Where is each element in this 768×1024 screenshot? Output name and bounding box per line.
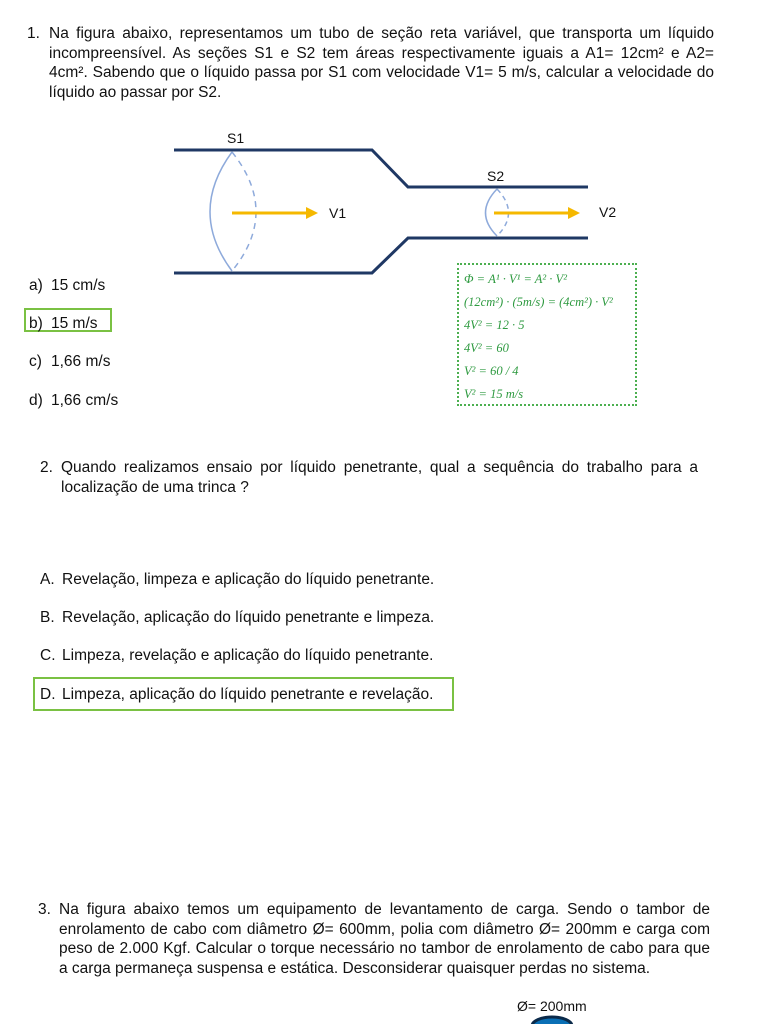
pulley-diameter-label: Ø= 200mm <box>517 998 587 1014</box>
calculation-box <box>457 263 637 406</box>
pulley-icon <box>528 1014 576 1024</box>
calc-line: Φ = A¹ · V¹ = A² · V² <box>464 272 567 286</box>
q1-option-c[interactable]: c) 1,66 m/s <box>29 353 111 370</box>
label-v2: V2 <box>599 204 617 220</box>
label-v1: V1 <box>329 205 347 221</box>
question-1-number: 1. <box>27 25 40 42</box>
label-s2: S2 <box>487 168 505 184</box>
question-2 <box>40 458 698 497</box>
q1-option-a[interactable]: a) 15 cm/s <box>29 277 106 294</box>
tube-diagram <box>0 0 768 420</box>
question-2-number: 2. <box>40 459 53 476</box>
question-3-text: Na figura abaixo temos um equipamento de levantamento de carga. Sendo o tambor de enrolamento de cabo com diâmetro Ø= 600mm, polia com diâmetro Ø= 200mm e carga com peso de 2.000 Kgf. Calcular o torque necessário no tambor de enrolamento de cabo para que a carga permaneça suspensa e estática. Desconsiderar quaisquer perdas no sistema. <box>59 901 710 977</box>
q2-option-a[interactable]: A. Revelação, limpeza e aplicação do líquido penetrante. <box>40 571 435 588</box>
q1-option-d[interactable]: d) 1,66 cm/s <box>29 392 119 409</box>
calc-line: 4V² = 12 · 5 <box>464 318 525 332</box>
label-s1: S1 <box>227 130 245 146</box>
arrow-v1-head <box>306 207 318 219</box>
section-s1-front <box>210 152 232 271</box>
calc-line: 4V² = 60 <box>464 341 509 355</box>
arrow-v2-head <box>568 207 580 219</box>
calc-line: (12cm²) · (5m/s) = (4cm²) · V² <box>464 295 613 309</box>
question-3 <box>38 900 710 978</box>
calc-line: V² = 15 m/s <box>464 387 524 401</box>
q2-option-b[interactable]: B. Revelação, aplicação do líquido penetrante e limpeza. <box>40 609 435 626</box>
q1-option-b[interactable]: b) 15 m/s <box>29 315 98 332</box>
tube-top-wall <box>174 150 588 187</box>
question-3-number: 3. <box>38 901 51 918</box>
q2-option-d[interactable]: D. Limpeza, aplicação do líquido penetrante e revelação. <box>40 686 434 703</box>
question-2-text: Quando realizamos ensaio por líquido penetrante, qual a sequência do trabalho para a localização de uma trinca ? <box>61 459 698 496</box>
q2-option-c[interactable]: C. Limpeza, revelação e aplicação do líquido penetrante. <box>40 647 434 664</box>
calc-line: V² = 60 / 4 <box>464 364 519 378</box>
question-1-text: Na figura abaixo, representamos um tubo de seção reta variável, que transporta um líquido incompreensível. As seções S1 e S2 tem áreas respectivamente iguais a A1= 12cm² e A2= 4cm². Sabendo que o líquido passa por S1 com velocidade V1= 5 m/s, calcular a velocidade do líquido ao passar por S2. <box>49 25 714 101</box>
